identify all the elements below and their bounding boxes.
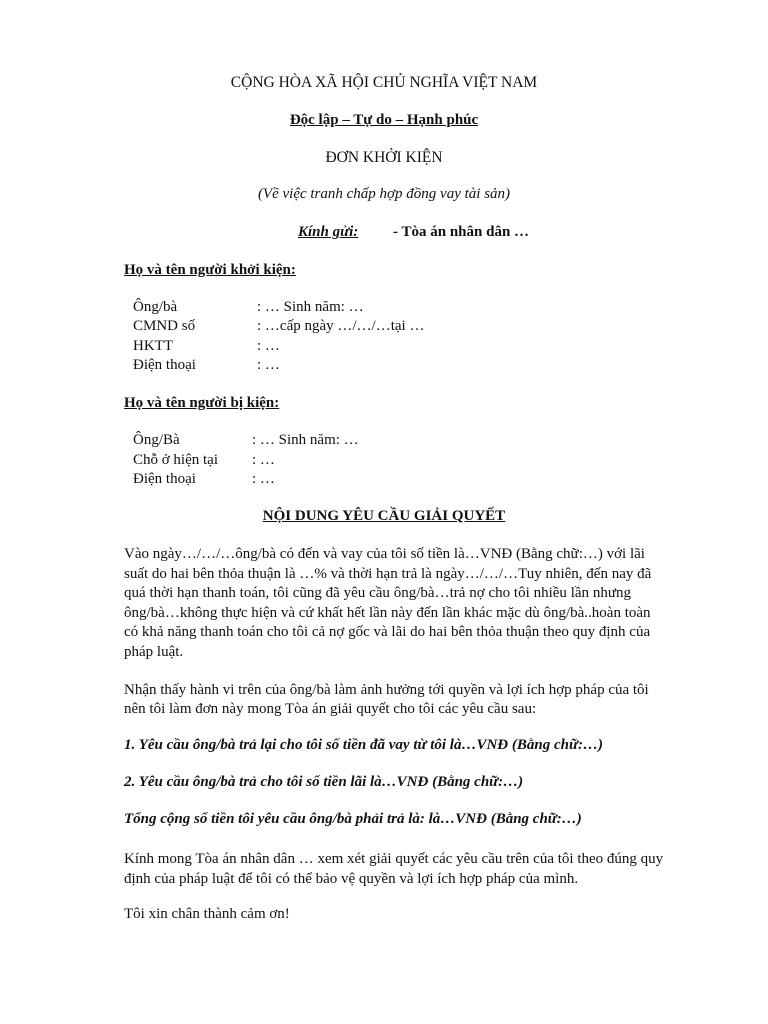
content-heading: NỘI DUNG YÊU CẦU GIẢI QUYẾT — [262, 508, 506, 524]
defendant-address-value: : … — [252, 452, 275, 468]
plaintiff-phone-label: Điện thoại — [133, 357, 196, 373]
request-principal: 1. Yêu cầu ông/bà trả lại cho tôi số tiền đã vay từ tôi là…VNĐ (Bằng chữ:…) — [124, 737, 603, 753]
plaintiff-residence-value: : … — [257, 338, 280, 354]
paragraph-line: nên tôi làm đơn này mong Tòa án giải quyết cho tôi các yêu cầu sau: — [124, 701, 537, 717]
plaintiff-name-value: : … Sinh năm: … — [257, 299, 364, 315]
plaintiff-heading: Họ và tên người khởi kiện: — [124, 262, 296, 278]
plaintiff-id-label: CMND số — [133, 318, 196, 334]
paragraph-line: có khả năng thanh toán cho tôi cả nợ gốc và lãi do hai bên thỏa thuận theo quy định của — [124, 624, 651, 640]
document-title: ĐƠN KHỞI KIỆN — [325, 149, 443, 166]
defendant-address-label: Chỗ ở hiện tại — [133, 452, 219, 468]
motto: Độc lập – Tự do – Hạnh phúc — [289, 112, 479, 128]
document-subject: (Về việc tranh chấp hợp đồng vay tài sản) — [257, 186, 511, 202]
defendant-phone-value: : … — [252, 471, 275, 487]
request-total: Tổng cộng số tiền tôi yêu cầu ông/bà phải trả là: là…VNĐ (Bằng chữ:…) — [124, 811, 582, 827]
plaintiff-phone-value: : … — [257, 357, 280, 373]
plaintiff-residence-label: HKTT — [133, 338, 173, 354]
paragraph-line: Nhận thấy hành vi trên của ông/bà làm ảnh hưởng tới quyền và lợi ích hợp pháp của tôi — [124, 682, 649, 698]
defendant-phone-label: Điện thoại — [133, 471, 196, 487]
thanks-line: Tôi xin chân thành cảm ơn! — [124, 906, 290, 922]
plaintiff-id-value: : …cấp ngày …/…/…tại … — [257, 318, 425, 334]
defendant-name-label: Ông/Bà — [133, 432, 180, 448]
paragraph-line: pháp luật. — [124, 644, 184, 660]
addressee-value: - Tòa án nhân dân … — [393, 224, 530, 240]
addressee-label: Kính gửi: — [298, 224, 359, 240]
defendant-name-value: : … Sinh năm: … — [252, 432, 359, 448]
paragraph-line: Vào ngày…/…/…ông/bà có đến và vay của tôi số tiền là…VNĐ (Bằng chữ:…) với lãi — [124, 546, 645, 562]
defendant-heading: Họ và tên người bị kiện: — [124, 395, 280, 411]
paragraph-line: Kính mong Tòa án nhân dân … xem xét giải quyết các yêu cầu trên của tôi theo đúng quy — [124, 851, 664, 867]
nation-heading: CỘNG HÒA XÃ HỘI CHỦ NGHĨA VIỆT NAM — [230, 74, 538, 91]
paragraph-line: quá thời hạn thanh toán, tôi cũng đã yêu cầu ông/bà…trả nợ cho tôi nhiều lần nhưng — [124, 585, 631, 601]
paragraph-line: ông/bà…không thực hiện và cứ khất hết lần này đến lần khác mặc dù ông/bà..hoàn toàn — [124, 605, 651, 621]
paragraph-line: định của pháp luật để tôi có thể bảo vệ quyền và lợi ích hợp pháp của mình. — [124, 871, 579, 887]
plaintiff-name-label: Ông/bà — [133, 299, 178, 315]
request-interest: 2. Yêu cầu ông/bà trả cho tôi số tiền lãi là…VNĐ (Bằng chữ:…) — [124, 774, 524, 790]
paragraph-line: suất do hai bên thỏa thuận là …% và thời hạn trả là ngày…/…/…Tuy nhiên, đến nay đã — [124, 566, 652, 582]
